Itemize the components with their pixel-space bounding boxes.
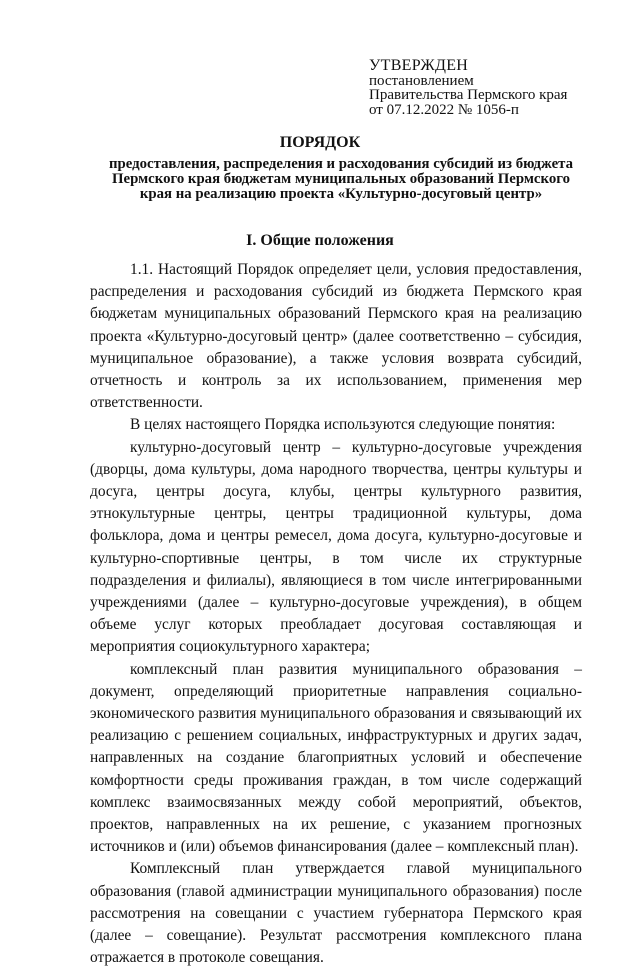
paragraph: 1.1. Настоящий Порядок определяет цели, условия предоставления, распределения и расходования субсидий из бюджета Пермского края бюджетам муниципальных образований Пермского края на реализацию проекта «Культурно-досуговый центр» (далее соответственно – субсидия, муниципальное образование), а также условия возврата субсидий, отчетность и контроль за их использованием, применения мер ответственности. xyxy=(90,261,582,412)
approval-title: УТВЕРЖДЕН xyxy=(369,57,469,74)
paragraph: В целях настоящего Порядка используются следующие понятия: xyxy=(130,416,556,434)
document-body xyxy=(90,259,582,970)
paragraph: комплексный план развития муниципального образования – документ, определяющий приоритетные направления социально-экономического развития муниципального образования и связывающий их реализацию с решением социальных, инфраструктурных и других задач, направленных на создание благоприятных условий и обеспечение комфортности среды проживания граждан, в том числе содержащий комплекс взаимосвязанных между собой мероприятий, объектов, проектов, направленных на их решение, с указанием прогнозных источников и (или) объемов финансирования (далее – комплексный план). xyxy=(90,660,582,856)
paragraph: Комплексный план утверждается главой муниципального образования (главой администрации муниципального образования) после рассмотрения на совещании с участием губернатора Пермского края (далее – совещание). Результат рассмотрения комплексного плана отражается в протоколе совещания. xyxy=(90,860,582,967)
document-title: ПОРЯДОК xyxy=(279,134,361,151)
approval-stamp xyxy=(369,59,567,117)
approval-line: постановлением xyxy=(369,72,474,89)
section-heading: I. Общие положения xyxy=(246,232,394,249)
approval-line: от 07.12.2022 № 1056-п xyxy=(369,101,519,118)
document-subtitle: предоставления, распределения и расходования субсидий из бюджета Пермского края бюджетам муниципальных образований Пермского края на реализацию проекта «Культурно-досуговый центр» xyxy=(108,156,573,202)
paragraph: культурно-досуговый центр – культурно-досуговые учреждения (дворцы, дома культуры, дома народного творчества, центры культуры и досуга, центры досуга, клубы, центры культурного развития, этнокультурные центры, центры традиционной культуры, дома фольклора, дома и центры ремесел, дома досуга, культурно-досуговые и культурно-спортивные центры, в том числе их структурные подразделения и филиалы), являющиеся в том числе интегрированными учреждениями (далее – культурно-досуговые учреждения), в общем объеме услуг которых преобладает досуговая составляющая и мероприятия социокультурного характера; xyxy=(90,438,582,656)
approval-line: Правительства Пермского края xyxy=(369,87,568,103)
